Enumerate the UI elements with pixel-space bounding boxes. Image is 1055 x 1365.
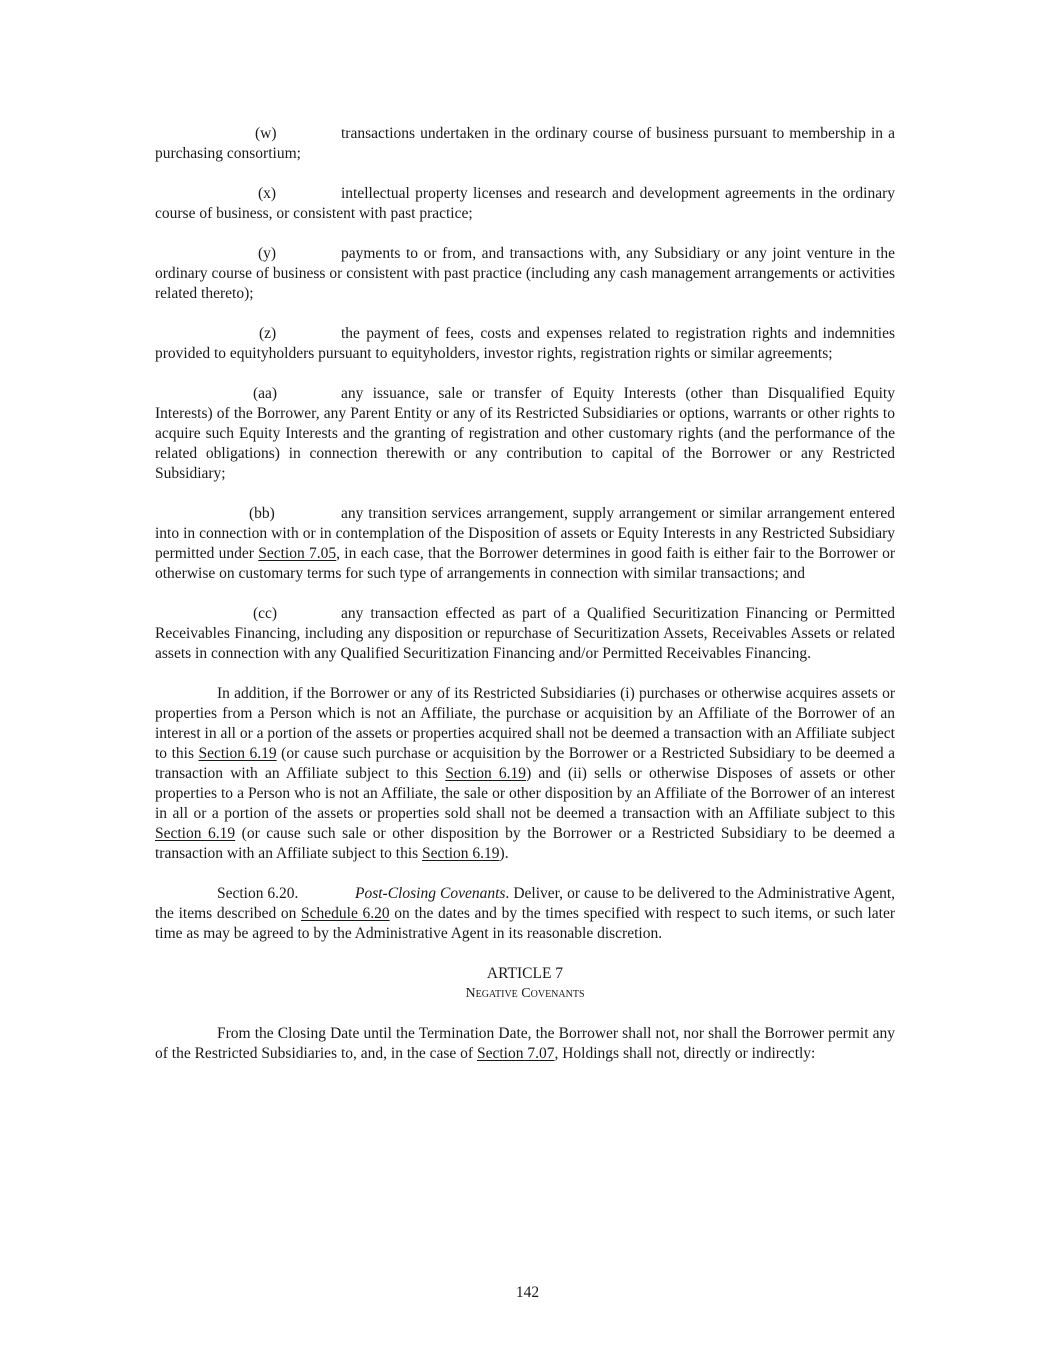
section-reference-link[interactable]: Section 6.19	[198, 745, 277, 762]
paragraph-text: (or cause such sale or other disposition by the Borrower or a Restricted Subsidiary to be deemed a transaction with an Affiliate subject to this	[155, 825, 895, 862]
schedule-reference-link[interactable]: Schedule 6.20	[301, 905, 390, 922]
clause-text: transactions undertaken in the ordinary course of business pursuant to membership in a purchasing consortium;	[155, 125, 895, 162]
clause-item	[155, 184, 895, 224]
paragraph-text: In addition, if the Borrower or any of its Restricted Subsidiaries (i) purchases or otherwise acquires assets or properties from a Person which is not an Affiliate, the purchase or acquisition by an Affiliate of the Borrower of an interest in all or a portion of the assets or properties acquired shall not be deemed a transaction with an Affiliate subject to this	[155, 685, 895, 762]
section-reference-link[interactable]: Section 7.07	[476, 1045, 555, 1062]
clause-text: , in each case, that the Borrower determines in good faith is either fair to the Borrower or otherwise on customary terms for such type of arrangements in connection with similar transactions; and	[155, 545, 895, 582]
clause-text: any transaction effected as part of a Qualified Securitization Financing or Permitted Receivables Financing, including any disposition or repurchase of Securitization Assets, Receivables Assets or related assets in connection with any Qualified Securitization Financing and/or Permitted Receivables Financing.	[155, 605, 895, 662]
paragraph-text: . Deliver, or cause to be delivered to the Administrative Agent, the items described on	[155, 885, 896, 922]
section-reference-link[interactable]: Section 6.19	[445, 765, 527, 782]
clause-text: the payment of fees, costs and expenses related to registration rights and indemnities provided to equityholders pursuant to equityholders, investor rights, registration rights or similar agreements;	[155, 325, 895, 362]
clause-label: (x)	[258, 185, 277, 202]
section-number: Section 6.20.	[217, 885, 299, 902]
clause-item	[155, 124, 895, 164]
page-number: 142	[515, 1284, 540, 1301]
clause-text: any issuance, sale or transfer of Equity Interests (other than Disqualified Equity Interests) of the Borrower, any Parent Entity or any of its Restricted Subsidiaries or options, warrants or other rights to acquire such Equity Interests and the granting of registration and other customary rights (and the performance of the related obligations) in connection therewith or any contribution to capital of the Borrower or any Restricted Subsidiary;	[155, 385, 895, 482]
clause-text: intellectual property licenses and research and development agreements in the ordinary course of business, or consistent with past practice;	[155, 185, 895, 222]
clause-item	[155, 244, 895, 304]
clause-label: (z)	[259, 325, 277, 342]
paragraph-text: (or cause such purchase or acquisition by the Borrower or a Restricted Subsidiary to be deemed a transaction with an Affiliate subject to this	[155, 745, 896, 782]
article-heading	[155, 964, 895, 1004]
clause-label: (cc)	[253, 605, 278, 622]
paragraph-text: , Holdings shall not, directly or indirectly:	[554, 1045, 816, 1062]
clause-cc	[155, 604, 895, 664]
document-page	[155, 124, 895, 1084]
clause-label: (bb)	[249, 505, 275, 522]
paragraph-text: From the Closing Date until the Termination Date, the Borrower shall not, nor shall the Borrower permit any of the Restricted Subsidiaries to, and, in the case of	[155, 1025, 895, 1062]
paragraph-text: ).	[499, 845, 509, 862]
clause-label: (aa)	[253, 385, 278, 402]
closing-paragraph	[155, 1024, 895, 1064]
article-title: ARTICLE 7	[486, 965, 564, 982]
paragraph-text: ) and (ii) sells or otherwise Disposes of assets or other properties to a Person who is not an Affiliate, the sale or other disposition by an Affiliate of the Borrower of an interest in all or a portion of the assets or properties sold shall not be deemed a transaction with an Affiliate subject to this	[155, 765, 895, 822]
clause-item	[155, 324, 895, 364]
section-reference-link[interactable]: Section 7.05	[258, 545, 337, 562]
clause-text: any transition services arrangement, supply arrangement or similar arrangement entered into in connection with or in contemplation of the Disposition of assets or Equity Interests in any Restricted Subsidiary permitted under	[155, 505, 895, 562]
section-6-20	[155, 884, 895, 944]
clause-list	[155, 124, 895, 484]
article-subtitle: Negative Covenants	[465, 986, 585, 1001]
addition-paragraph	[155, 684, 895, 864]
clause-item	[155, 384, 895, 484]
section-reference-link[interactable]: Section 6.19	[155, 825, 236, 842]
section-heading: Post-Closing Covenants	[355, 885, 506, 902]
clause-label: (y)	[258, 245, 277, 262]
clause-bb	[155, 504, 895, 584]
clause-label: (w)	[255, 125, 277, 142]
clause-text: payments to or from, and transactions with, any Subsidiary or any joint venture in the ordinary course of business or consistent with past practice (including any cash management arrangements or activities related thereto);	[155, 245, 895, 302]
section-reference-link[interactable]: Section 6.19	[422, 845, 500, 862]
paragraph-text: on the dates and by the times specified with respect to such items, or such later time as may be agreed to by the Administrative Agent in its reasonable discretion.	[155, 905, 895, 942]
